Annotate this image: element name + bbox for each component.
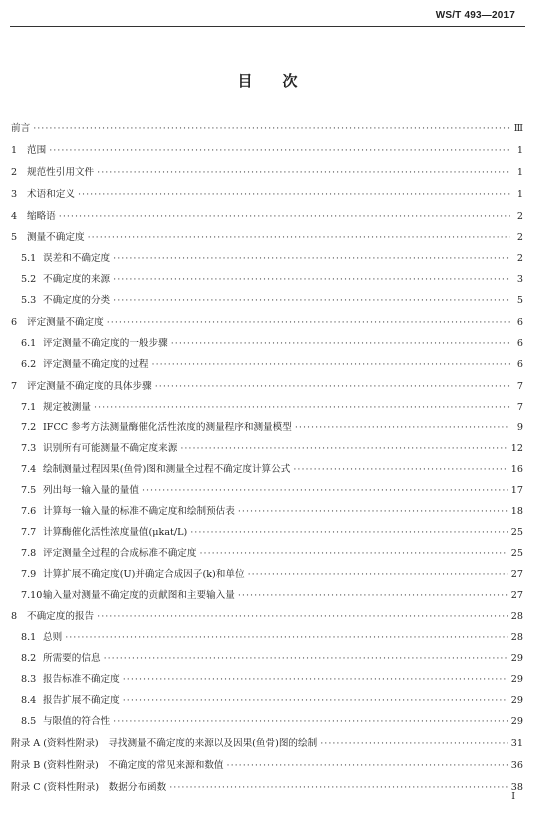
toc-entry[interactable] [11, 163, 523, 184]
toc-entry-page: 28 [510, 632, 523, 644]
toc-entry-title: 绘制测量过程因果(鱼骨)图和测量全过程不确定度计算公式 [43, 464, 291, 476]
toc-entry-title: 附录 C (资料性附录) 数据分布函数 [11, 781, 167, 793]
toc-entry-number: 8.4 [21, 695, 37, 707]
toc-entry-page: 28 [510, 611, 523, 623]
toc-entry[interactable] [11, 249, 523, 270]
toc-entry[interactable] [11, 119, 523, 140]
toc-leader-dots [295, 418, 510, 439]
toc-entry-page: 2 [516, 232, 523, 244]
toc-entry-title: 前言 [11, 123, 31, 134]
toc-entry[interactable] [11, 712, 523, 733]
toc-entry-title: 评定测量全过程的合成标准不确定度 [43, 547, 197, 559]
toc-entry-number: 7.1 [21, 401, 37, 413]
toc-entry[interactable] [11, 185, 523, 206]
toc-entry[interactable] [11, 398, 523, 419]
toc-leader-dots [169, 778, 508, 799]
toc-entry-number: 6.2 [21, 358, 37, 370]
toc-entry-title: 范围 [27, 144, 47, 156]
toc-entry[interactable] [11, 207, 523, 228]
toc-entry[interactable] [11, 460, 523, 481]
toc-entry[interactable] [11, 502, 523, 523]
toc-entry-title: 规定被测量 [43, 401, 91, 413]
toc-entry-page: 17 [510, 485, 523, 497]
toc-entry-number: 7.2 [21, 422, 37, 434]
toc-leader-dots [227, 756, 508, 777]
toc-entry-page: 1 [516, 166, 523, 178]
toc-entry-page: 29 [510, 715, 523, 727]
toc-entry-title: 附录 A (资料性附录) 寻找测量不确定度的来源以及因果(鱼骨)图的绘制 [11, 737, 318, 749]
toc-entry-number: 7.10 [21, 589, 43, 601]
toc-entry-title: 术语和定义 [27, 188, 75, 200]
toc-entry-number: 5.3 [21, 295, 37, 307]
toc-entry-page: 6 [516, 358, 523, 370]
toc-leader-dots [123, 691, 508, 712]
toc-leader-dots [113, 291, 510, 312]
toc-entry-title: 不确定度的报告 [27, 611, 95, 623]
toc-entry-number: 3 [11, 188, 18, 200]
toc-leader-dots [113, 712, 508, 733]
toc-entry-number: 8.5 [21, 715, 37, 727]
toc-entry[interactable] [11, 628, 523, 649]
toc-entry[interactable] [11, 670, 523, 691]
toc-entry[interactable] [11, 270, 523, 291]
toc-leader-dots [113, 249, 510, 270]
toc-entry[interactable] [11, 291, 523, 312]
toc-entry-number: 5 [11, 232, 18, 244]
toc-entry-title: 所需要的信息 [43, 653, 101, 665]
table-of-contents [11, 119, 523, 799]
toc-entry-page: 7 [516, 380, 523, 392]
toc-entry-number: 7.5 [21, 485, 37, 497]
toc-leader-dots [155, 377, 510, 398]
toc-entry-page: 7 [516, 401, 523, 413]
toc-entry-page: 3 [516, 274, 523, 286]
toc-entry[interactable] [11, 649, 523, 670]
toc-entry[interactable] [11, 334, 523, 355]
toc-entry-number: 8.1 [21, 632, 37, 644]
toc-leader-dots [190, 523, 508, 544]
toc-entry-page: 29 [510, 695, 523, 707]
toc-entry-number: 7.6 [21, 506, 37, 518]
toc-entry-number: 6 [11, 317, 18, 329]
toc-entry-title: 输入量对测量不确定度的贡献图和主要输入量 [43, 589, 235, 601]
toc-entry-page: 2 [516, 253, 523, 265]
toc-leader-dots [248, 565, 508, 586]
toc-entry-title: 总则 [43, 632, 63, 644]
toc-entry[interactable] [11, 439, 523, 460]
toc-leader-dots [49, 141, 510, 162]
footer-page-number: I [511, 791, 515, 802]
toc-entry-title: 评定测量不确定度 [27, 317, 104, 329]
toc-entry-title: 报告扩展不确定度 [43, 695, 120, 707]
toc-leader-dots [94, 398, 510, 419]
toc-entry[interactable] [11, 228, 523, 249]
toc-leader-dots [97, 163, 510, 184]
toc-entry[interactable] [11, 691, 523, 712]
toc-entry-page: 27 [510, 589, 523, 601]
toc-entry-page: 27 [510, 568, 523, 580]
toc-entry-page: 31 [510, 737, 523, 749]
toc-entry-title: 计算酶催化活性浓度量值(μkat/L) [43, 526, 188, 538]
toc-entry-number: 7.8 [21, 547, 37, 559]
toc-entry-page: 29 [510, 674, 523, 686]
toc-entry-title: 与限值的符合性 [43, 715, 111, 727]
toc-leader-dots [293, 460, 507, 481]
toc-entry-title: 列出每一输入量的量值 [43, 485, 139, 497]
toc-entry-page: 38 [510, 781, 523, 793]
toc-leader-dots [171, 334, 510, 355]
toc-leader-dots [59, 207, 510, 228]
toc-entry-title: 附录 B (资料性附录) 不确定度的常见来源和数值 [11, 759, 224, 771]
toc-entry[interactable] [11, 565, 523, 586]
toc-entry-number: 5.2 [21, 274, 37, 286]
toc-entry[interactable] [11, 355, 523, 376]
toc-entry-number: 7 [11, 380, 18, 392]
toc-entry-page: 16 [510, 464, 523, 476]
toc-entry[interactable] [11, 141, 523, 162]
toc-entry-page: 5 [516, 295, 523, 307]
toc-entry-title: 评定测量不确定度的一般步骤 [43, 337, 168, 349]
toc-leader-dots [107, 313, 510, 334]
toc-entry-number: 8.2 [21, 653, 37, 665]
toc-entry-number: 8 [11, 611, 18, 623]
toc-leader-dots [238, 502, 508, 523]
toc-entry-title: 计算每一输入量的标准不确定度和绘制预估表 [43, 506, 235, 518]
toc-entry-page: 1 [516, 144, 523, 156]
toc-entry-page: 18 [510, 506, 523, 518]
toc-entry[interactable] [11, 607, 523, 628]
toc-leader-dots [113, 270, 510, 291]
toc-entry-number: 7.9 [21, 568, 37, 580]
toc-entry-number: 7.7 [21, 526, 37, 538]
toc-leader-dots [152, 355, 510, 376]
toc-entry-page: 25 [510, 526, 523, 538]
toc-entry-number: 8.3 [21, 674, 37, 686]
toc-entry-title: 评定测量不确定度的具体步骤 [27, 380, 152, 392]
toc-entry[interactable] [11, 523, 523, 544]
toc-entry-number: 2 [11, 166, 18, 178]
toc-entry-number: 6.1 [21, 337, 37, 349]
toc-entry-title: 不确定度的分类 [43, 295, 111, 307]
toc-entry[interactable] [11, 756, 523, 777]
toc-entry[interactable] [11, 544, 523, 565]
toc-leader-dots [142, 481, 508, 502]
toc-leader-dots [78, 185, 510, 206]
toc-entry[interactable] [11, 481, 523, 502]
toc-entry-page: 6 [516, 317, 523, 329]
toc-entry[interactable] [11, 734, 523, 755]
toc-entry-page: 9 [516, 422, 523, 434]
toc-leader-dots [320, 734, 508, 755]
toc-entry-title: 计算扩展不确定度(U)并确定合成因子(k)和单位 [43, 568, 245, 580]
toc-entry-title: 测量不确定度 [27, 232, 85, 244]
toc-entry-page: 1 [516, 188, 523, 200]
toc-entry-page: Ⅲ [513, 123, 523, 134]
toc-entry-title: 评定测量不确定度的过程 [43, 358, 149, 370]
standard-code: WS/T 493—2017 [435, 10, 515, 21]
toc-leader-dots [238, 586, 508, 607]
toc-entry[interactable] [11, 377, 523, 398]
toc-entry-title: 缩略语 [27, 210, 56, 222]
toc-entry[interactable] [11, 313, 523, 334]
toc-leader-dots [97, 607, 508, 628]
toc-entry-title: 规范性引用文件 [27, 166, 95, 178]
toc-entry-number: 4 [11, 210, 18, 222]
toc-leader-dots [123, 670, 508, 691]
toc-entry[interactable] [11, 778, 523, 799]
toc-entry-page: 25 [510, 547, 523, 559]
toc-entry-page: 36 [510, 759, 523, 771]
toc-leader-dots [104, 649, 508, 670]
toc-entry-title: 误差和不确定度 [43, 253, 111, 265]
toc-entry-number: 1 [11, 144, 18, 156]
toc-entry-number: 7.3 [21, 443, 37, 455]
toc-entry-page: 29 [510, 653, 523, 665]
toc-entry-title: 识别所有可能测量不确定度来源 [43, 443, 178, 455]
toc-leader-dots [88, 228, 510, 249]
toc-entry-number: 5.1 [21, 253, 37, 265]
toc-entry-page: 12 [510, 443, 523, 455]
toc-entry-title: IFCC 参考方法测量酶催化活性浓度的测量程序和测量模型 [43, 422, 292, 434]
toc-leader-dots [65, 628, 508, 649]
toc-entry-page: 6 [516, 337, 523, 349]
toc-entry-title: 报告标准不确定度 [43, 674, 120, 686]
toc-leader-dots [200, 544, 508, 565]
page-title: 目 次 [237, 72, 298, 90]
toc-entry-page: 2 [516, 210, 523, 222]
toc-entry[interactable] [11, 586, 523, 607]
toc-leader-dots [33, 119, 510, 140]
toc-entry[interactable] [11, 418, 523, 439]
toc-leader-dots [180, 439, 507, 460]
toc-entry-number: 7.4 [21, 464, 37, 476]
header-rule [10, 26, 525, 27]
toc-entry-title: 不确定度的来源 [43, 274, 111, 286]
